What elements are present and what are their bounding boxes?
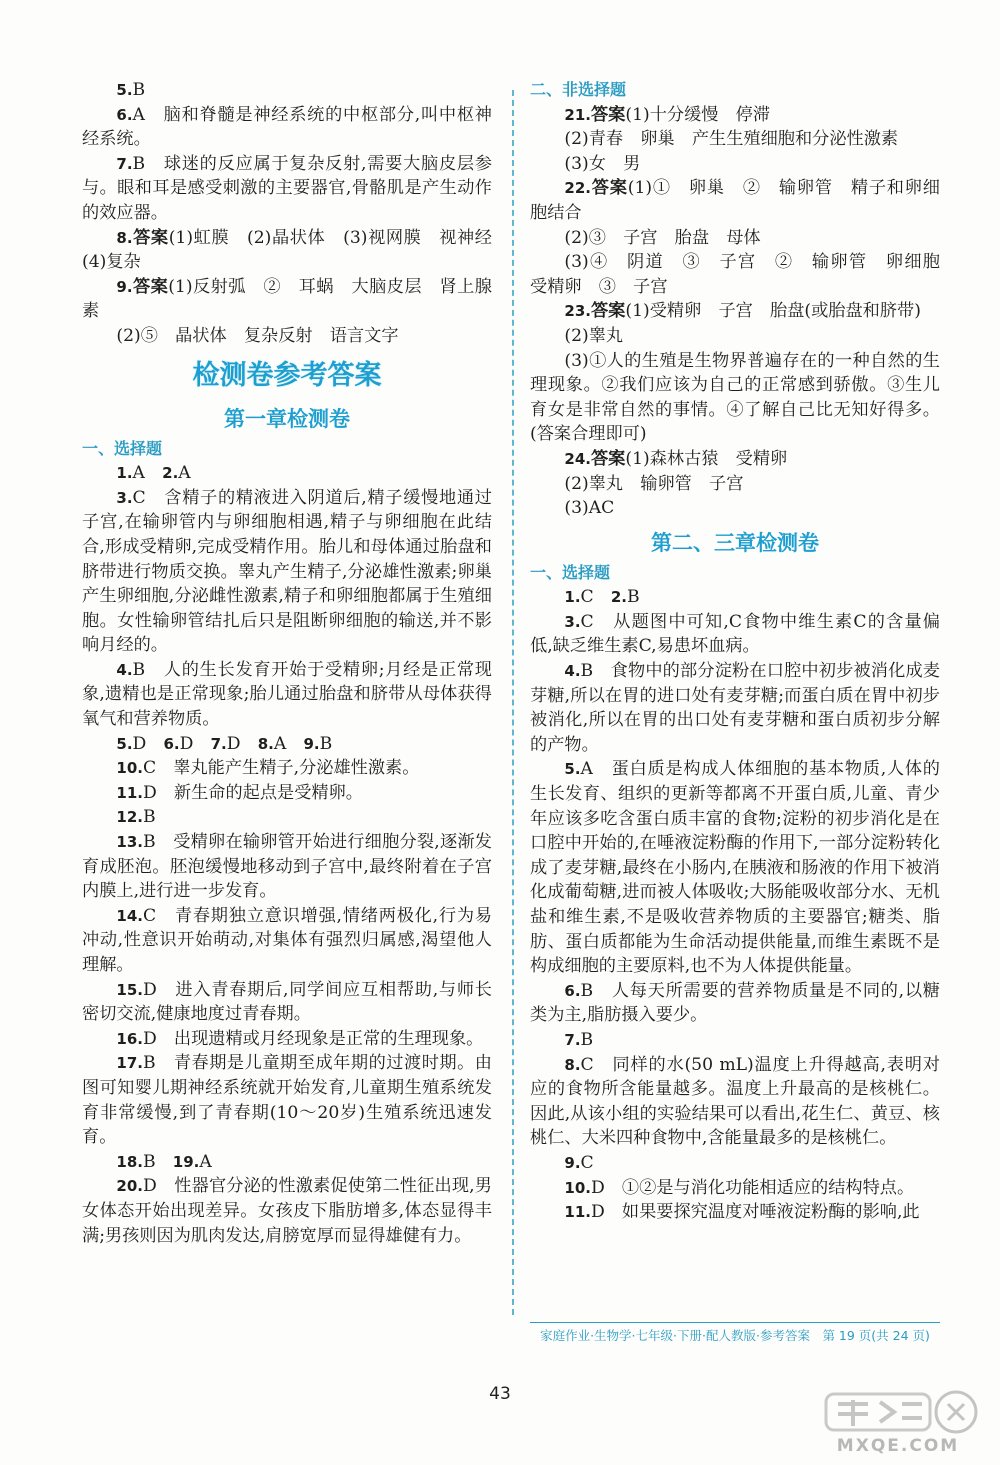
page-footer: 家庭作业·生物学·七年级·下册·配人教版·参考答案 第 19 页(共 24 页) [530, 1322, 940, 1349]
column-divider [512, 90, 514, 1315]
watermark-logo [808, 1388, 988, 1462]
answer-item: 4.B 食物中的部分淀粉在口腔中初步被消化成麦芽糖,所以在胃的进口处有麦芽糖;而蛋白质在胃中初步被消化,所以在胃的出口处有麦芽糖和蛋白质初步分解的产物。 [530, 661, 940, 755]
answer-item: (3)女 男 [564, 153, 641, 174]
answer-item: 9.C [564, 1152, 594, 1173]
answer-item: 14.C 青春期独立意识增强,情绪两极化,行为易冲动,性意识开始萌动,对集体有强烈归属感,渴望他人理解。 [82, 905, 492, 975]
answer-item: 6.B 人每天所需要的营养物质量是不同的,以糖类为主,脂肪摄入要少。 [530, 980, 940, 1026]
watermark-text: MXQE.COM [836, 1436, 960, 1456]
section-title-main: 检测卷参考答案 [192, 359, 382, 391]
answer-item: 20.D 性器官分泌的性激素促使第二性征出现,男女体态开始出现差异。女孩皮下脂肪增多,体态显得丰满;男孩则因为肌肉发达,肩膀宽厚而显得雄健有力。 [82, 1176, 492, 1246]
answer-item: 12.B [116, 807, 156, 828]
answer-item: 7.B 球迷的反应属于复杂反射,需要大脑皮层参与。眼和耳是感受刺激的主要器官,骨骼肌是产生动作的效应器。 [82, 153, 492, 223]
answer-item: 11.D 新生命的起点是受精卵。 [116, 782, 364, 803]
answer-item: 24.答案(1)森林古猿 受精卵 [564, 448, 788, 469]
answer-item: (2)③ 子宫 胎盘 母体 [564, 227, 761, 248]
answer-item: (3)④ 阴道 ③ 子宫 ② 输卵管 卵细胞 受精卵 ③ 子宫 [530, 252, 958, 297]
watermark-logo-icon [808, 1388, 988, 1438]
answer-item: 9.答案(1)反射弧 ② 耳蜗 大脑皮层 肾上腺素 [82, 276, 492, 322]
answer-item: 16.D 出现遗精或月经现象是正常的生理现象。 [116, 1028, 484, 1049]
answer-item: 8.C 同样的水(50 mL)温度上升得越高,表明对应的食物所含能量越多。温度上升最高的是核桃仁。因此,从该小组的实验结果可以看出,花生仁、黄豆、核桃仁、大米四种食物中,含能量最多的是核桃仁。 [530, 1054, 940, 1149]
answer-item: (2)青春 卵巢 产生生殖细胞和分泌性激素 [564, 129, 899, 150]
answer-item: 21.答案(1)十分缓慢 停滞 [564, 104, 771, 125]
answer-item: 5.A 蛋白质是构成人体细胞的基本物质,人体的生长发育、组织的更新等都离不开蛋白质,儿童、青少年应该多吃含蛋白质丰富的食物;淀粉的初步消化是在口腔中开始的,在唾液淀粉酶的作用下,一部分淀粉转化成了麦芽糖,最终在小肠内,在胰液和肠液的作用下被消化成葡萄糖,进而被人体吸收;大肠能吸收部分水、无机盐和维生素,不是吸收营养物质的主要器官;糖类、脂肪、蛋白质都能为生命活动提供能量,而维生素既不是构成细胞的主要原料,也不为人体提供能量。 [530, 759, 940, 977]
answer-item: 17.B 青春期是儿童期至成年期的过渡时期。由图可知婴儿期神经系统就开始发育,儿童期生殖系统发育非常缓慢,到了青春期(10～20岁)生殖系统迅速发育。 [82, 1053, 492, 1148]
answer-item: (2)睾丸 [564, 325, 624, 346]
right-column [530, 78, 958, 1225]
answer-item: (3)AC [564, 498, 615, 519]
subsection-heading: 一、选择题 [82, 438, 163, 458]
answer-item: 22.答案(1)① 卵巢 ② 输卵管 精子和卵细胞结合 [530, 178, 940, 223]
answer-item: (2)⑤ 晶状体 复杂反射 语言文字 [116, 325, 399, 346]
answer-item: 3.C 从题图中可知,C食物中维生素C的含量偏低,缺乏维生素C,易患坏血病。 [530, 611, 940, 657]
answer-item: 18.B 19.A [116, 1151, 212, 1172]
answer-item: 4.B 人的生长发育开始于受精卵;月经是正常现象,遗精也是正常现象;胎儿通过胎盘和脐带从母体获得氧气和营养物质。 [82, 659, 492, 730]
subsection-heading: 一、选择题 [530, 562, 611, 582]
answer-item: 6.A 脑和脊髓是神经系统的中枢部分,叫中枢神经系统。 [82, 104, 492, 150]
answer-item: (2)睾丸 输卵管 子宫 [564, 473, 744, 494]
answer-item: 5.B [116, 80, 146, 100]
answer-item: 10.C 睾丸能产生精子,分泌雄性激素。 [116, 758, 420, 779]
answer-item: 13.B 受精卵在输卵管开始进行细胞分裂,逐渐发育成胚泡。胚泡缓慢地移动到子宫中,最终附着在子宫内膜上,进行进一步发育。 [82, 832, 492, 902]
answer-item: 1.C 2.B [564, 587, 640, 608]
section-title-chapter1: 第一章检测卷 [224, 406, 350, 431]
section-title-chapter23: 第二、三章检测卷 [651, 530, 819, 555]
answer-item: 23.答案(1)受精卵 子宫 胎盘(或胎盘和脐带) [564, 301, 921, 322]
answer-item: 10.D ①②是与消化功能相适应的结构特点。 [564, 1177, 915, 1198]
subsection-heading: 二、非选择题 [530, 80, 627, 99]
answer-item: 11.D 如果要探究温度对唾液淀粉酶的影响,此 [564, 1202, 920, 1223]
answer-item: 3.C 含精子的精液进入阴道后,精子缓慢地通过子宫,在输卵管内与卵细胞相遇,精子与卵细胞在此结合,形成受精卵,完成受精作用。胎儿和母体通过胎盘和脐带进行物质交换。睾丸产生精子,分泌雄性激素;卵巢产生卵细胞,分泌雌性激素,精子和卵细胞都属于生殖细胞。女性输卵管结扎后只是阻断卵细胞的输送,并不影响月经的。 [82, 487, 492, 656]
answer-item: (3)①人的生殖是生物界普遍存在的一种自然的生理现象。②我们应该为自己的正常感到骄傲。③生儿育女是非常自然的事情。④了解自己比无知好得多。(答案合理即可) [530, 350, 940, 445]
page-number: 43 [489, 1384, 511, 1404]
answer-item: 1.A 2.A [116, 463, 191, 484]
answer-item: 8.答案(1)虹膜 (2)晶状体 (3)视网膜 视神经 (4)复杂 [82, 227, 510, 273]
answer-item: 15.D 进入青春期后,同学间应互相帮助,与师长密切交流,健康地度过青春期。 [82, 979, 492, 1025]
answer-item: 7.B [564, 1029, 594, 1050]
left-column [82, 78, 510, 1248]
answer-item: 5.D 6.D 7.D 8.A 9.B [116, 733, 333, 754]
